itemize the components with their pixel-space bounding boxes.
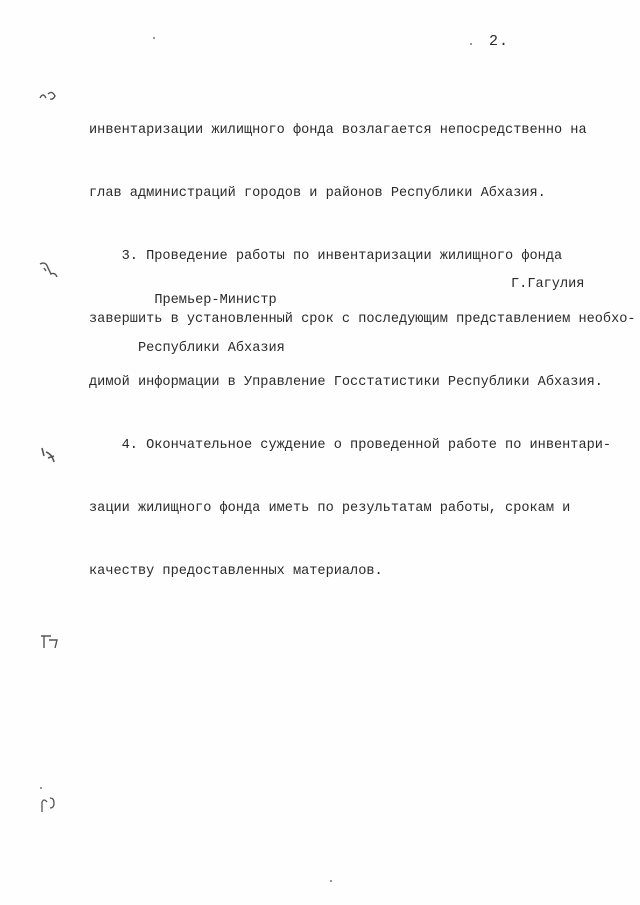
scan-speck — [153, 37, 155, 39]
body-line: зации жилищного фонда иметь по результатам работы, срокам и — [89, 501, 571, 516]
body-line: качеству предоставленных материалов. — [89, 564, 383, 579]
body-line: 3. Проведение работы по инвентаризации жилищного фонда — [89, 249, 563, 264]
body-line: инвентаризации жилищного фонда возлагается непосредственно на — [89, 123, 587, 138]
binding-mark-3 — [36, 444, 64, 468]
signatory-title-line: Премьер-Министр — [138, 293, 277, 308]
signatory-title-line: Республики Абхазия — [138, 341, 285, 356]
binding-mark-5 — [36, 792, 64, 816]
scan-speck — [40, 787, 42, 789]
body-line: завершить в установленный срок с последующим представлением необхо- — [89, 312, 636, 327]
binding-mark-2 — [36, 258, 64, 282]
signatory-title — [138, 261, 285, 389]
binding-mark-4 — [36, 630, 64, 654]
body-line: глав администраций городов и районов Республики Абхазия. — [89, 186, 546, 201]
signatory-name: Г.Гагулия — [511, 277, 585, 292]
scan-speck — [470, 43, 472, 45]
page-number: 2. — [489, 33, 510, 50]
body-line: димой информации в Управление Госстатистики Республики Абхазия. — [89, 375, 603, 390]
body-line: 4. Окончательное суждение о проведенной работе по инвентари- — [89, 438, 612, 453]
scan-speck — [330, 880, 332, 882]
binding-mark-1 — [36, 84, 64, 108]
